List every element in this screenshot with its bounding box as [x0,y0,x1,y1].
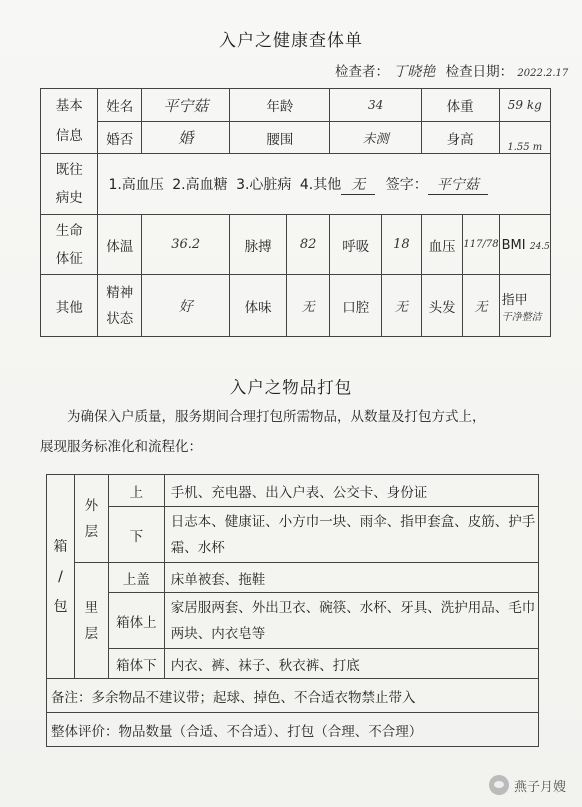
checker-label: 检查者： [335,64,389,80]
box-bottom-label: 箱体下 [108,649,164,679]
marital-label: 婚否 [98,122,142,154]
vitals-section: 生命 体征 [41,215,98,275]
mental-value: 好 [142,275,230,337]
hair-value: 无 [463,275,499,337]
bmi-cell [499,215,550,275]
basic-info-section: 基本 信息 [41,89,98,154]
history-item-3: 3.心脏病 [236,176,292,193]
history-section: 既往 病史 [41,154,98,215]
temp-value: 36.2 [142,215,230,275]
history-item-2: 2.高血糖 [172,176,228,193]
bmi-value: 24.5 [529,241,550,252]
pulse-value: 82 [286,215,330,275]
mental-label: 精神 状态 [98,275,142,337]
waist-value: 未测 [330,122,421,154]
watermark-text: 燕子月嫂 [513,779,566,795]
height-label: 身高 [421,122,499,154]
odor-value: 无 [286,275,330,337]
packing-title: 入户之物品打包 [229,378,353,397]
temp-label: 体温 [98,215,142,275]
checker-value: 丁晓艳 [393,64,436,80]
bp-value: 117/78 [463,215,499,275]
lid-label: 上盖 [108,563,164,593]
sign-label: 签字： [385,176,428,193]
pulse-label: 脉搏 [230,215,286,275]
nail-label: 指甲 [501,292,528,308]
weight-label: 体重 [421,89,499,122]
resp-label: 呼吸 [330,215,382,275]
outer-top-label: 上 [108,475,164,507]
packing-intro [40,402,550,462]
outer-layer-label: 外 层 [74,475,108,563]
nail-value: 干净整洁 [501,311,542,323]
packing-intro-line-2: 展现服务标准化和流程化： [40,439,202,455]
other-section: 其他 [41,275,98,337]
age-value: 34 [330,89,421,122]
packing-table [46,474,539,747]
history-options [98,154,551,215]
history-item-1: 1.高血压 [108,176,164,193]
mouth-value: 无 [382,275,422,337]
box-label: 箱 / 包 [47,475,75,679]
health-form-title: 入户之健康查体单 [219,31,363,51]
date-label: 检查日期： [445,64,514,80]
nail-cell [499,275,550,337]
marital-value: 婚 [142,122,230,154]
waist-label: 腰围 [230,122,330,154]
bp-label: 血压 [421,215,463,275]
checker-line [335,60,568,81]
age-label: 年龄 [230,89,330,122]
health-table [40,88,551,337]
packing-intro-line-1: 为确保入户质量，服务期间合理打包所需物品，从数量及打包方式上， [67,409,486,425]
hair-label: 头发 [421,275,463,337]
sign-value: 平宁菇 [428,174,488,195]
height-value: 1.55 m [499,122,550,154]
odor-label: 体味 [230,275,286,337]
resp-value: 18 [382,215,422,275]
packing-remark: 备注：多余物品不建议带；起球、掉色、不合适衣物禁止带入 [47,679,539,713]
wechat-icon [489,775,509,795]
outer-top-items: 手机、充电器、出入户表、公交卡、身份证 [164,475,538,507]
lid-items: 床单被套、拖鞋 [164,563,538,593]
name-value: 平宁菇 [142,89,230,122]
packing-evaluation: 整体评价：物品数量（合适、不合适）、打包（合理、不合理） [47,713,539,747]
bmi-label: BMI [501,237,526,253]
outer-bottom-label: 下 [108,507,164,563]
box-bottom-items: 内衣、裤、袜子、秋衣裤、打底 [164,649,538,679]
mouth-label: 口腔 [330,275,382,337]
name-label: 姓名 [98,89,142,122]
watermark [489,775,566,795]
history-other-value: 无 [341,174,375,195]
history-item-4: 4.其他 [299,176,342,193]
box-top-items: 家居服两套、外出卫衣、碗筷、水杯、牙具、洗护用品、毛巾两块、内衣皂等 [164,593,538,649]
box-top-label: 箱体上 [108,593,164,649]
outer-bottom-items: 日志本、健康证、小方巾一块、雨伞、指甲套盒、皮筋、护手霜、水杯 [164,507,538,563]
weight-value: 59 kg [499,89,550,122]
date-value: 2022.2.17 [517,68,569,79]
inner-layer-label: 里 层 [74,563,108,679]
